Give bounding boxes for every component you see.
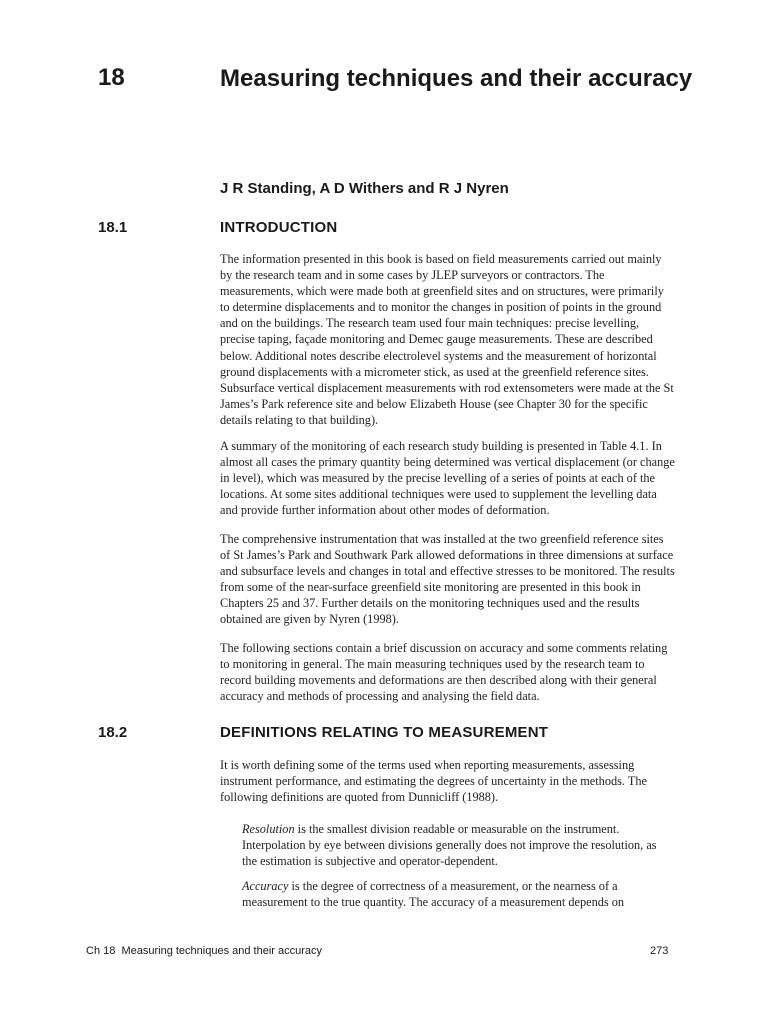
intro-paragraph-2: A summary of the monitoring of each research study building is presented in Table 4.1. In almost all cases the primary quantity being determined was vertical displacement (or change in level), which was measured by the precise levelling of a series of points at each of the locations. At some sites additional techniques were used to supplement the levelling data and provide further information about other modes of deformation. [220,439,675,518]
chapter-number: 18 [98,64,125,91]
section-heading-definitions: DEFINITIONS RELATING TO MEASUREMENT [220,724,549,741]
definition-accuracy [242,878,662,910]
section-number-definitions: 18.2 [98,724,128,741]
definition-resolution [242,821,662,869]
intro-paragraph-1: The information presented in this book is based on field measurements carried out mainly by the research team and in some cases by JLEP surveyors or contractors. The measurements, which were made both at greenfield sites and on structures, were primarily to determine displacements and to monitor the changes in position of points in the ground and on the buildings. The research team used four main techniques: precise levelling, precise taping, façade monitoring and Demec gauge measurements. These are described below. Additional notes describe electrolevel systems and the measurement of horizontal ground displacements with a micrometer stick, as used at the greenfield reference sites. Subsurface vertical displacement measurements with rod extensometers were made at the St James’s Park reference site and below Elizabeth House (see Chapter 30 for the specific details relating to that building). [220,252,674,427]
definition-text-resolution: is the smallest division readable or measurable on the instrument. Interpolation by eye between divisions generally does not improve the resolution, as the estimation is subjective and operator-dependent. [242,822,657,869]
definition-term-resolution: Resolution [242,822,295,836]
definitions-intro-paragraph: It is worth defining some of the terms used when reporting measurements, assessing instrument performance, and estimating the degrees of uncertainty in the methods. The following definitions are quoted from Dunnicliff (1988). [220,758,647,805]
section-number-introduction: 18.1 [98,219,128,236]
chapter-authors: J R Standing, A D Withers and R J Nyren [220,180,509,197]
intro-paragraph-3: The comprehensive instrumentation that was installed at the two greenfield reference sites of St James’s Park and Southwark Park allowed deformations in three dimensions at surface and subsurface levels and changes in total and effective stresses to be monitored. The results from some of the near-surface greenfield site monitoring are presented in this book in Chapters 25 and 37. Further details on the monitoring techniques used and the results obtained are given by Nyren (1998). [220,532,675,627]
chapter-title: Measuring techniques and their accuracy [220,65,693,92]
definition-text-accuracy: is the degree of correctness of a measurement, or the nearness of a measurement to the true quantity. The accuracy of a measurement depends on [242,879,625,910]
section-heading-introduction: INTRODUCTION [220,219,338,236]
footer-running-title: Ch 18 Measuring techniques and their accuracy [86,945,323,957]
intro-paragraph-4: The following sections contain a brief discussion on accuracy and some comments relating to monitoring in general. The main measuring techniques used by the research team to record building movements and deformations are then described along with their general accuracy and methods of processing and analysing the field data. [220,641,668,704]
footer-page-number: 273 [650,945,669,957]
definition-term-accuracy: Accuracy [242,879,289,893]
